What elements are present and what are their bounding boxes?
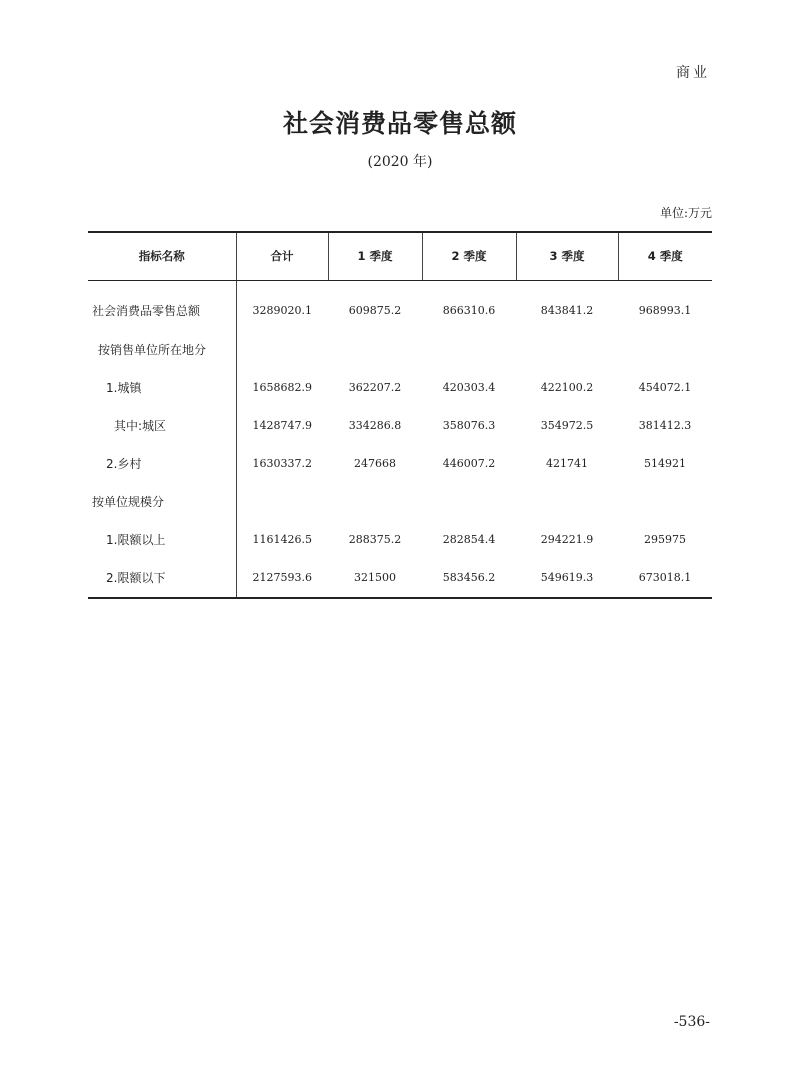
cell-q1 (328, 331, 422, 369)
cell-q1: 334286.8 (348, 419, 402, 432)
cell-total: 3289020.1 (252, 304, 312, 317)
row-name: 按单位规模分 (88, 483, 236, 521)
cell-q1 (328, 483, 422, 521)
row-name: 2.限额以下 (88, 559, 236, 598)
table-row (88, 559, 712, 598)
cell-q1: 247668 (354, 457, 396, 470)
column-header-name: 指标名称 (88, 232, 236, 280)
unit-label: 单位:万元 (659, 206, 712, 220)
cell-q4 (618, 331, 712, 369)
cell-total (236, 331, 328, 369)
table-row (88, 407, 712, 445)
cell-q3: 421741 (546, 457, 588, 470)
table-row (88, 369, 712, 407)
column-header-q3: 3 季度 (516, 232, 618, 280)
cell-q2 (422, 331, 516, 369)
cell-q1: 609875.2 (348, 304, 402, 317)
cell-q1: 362207.2 (348, 381, 402, 394)
cell-q3: 354972.5 (540, 419, 594, 432)
cell-q3: 422100.2 (540, 381, 594, 394)
table-row (88, 521, 712, 559)
column-header-total: 合计 (236, 232, 328, 280)
cell-q3 (516, 483, 618, 521)
cell-total: 2127593.6 (236, 559, 328, 598)
cell-total: 1658682.9 (252, 381, 312, 394)
cell-q1: 288375.2 (348, 533, 402, 546)
table-header-row (88, 232, 712, 280)
cell-q4: 295975 (644, 533, 686, 546)
page-number: -536- (673, 1014, 710, 1030)
cell-q2: 358076.3 (442, 419, 496, 432)
cell-q4: 454072.1 (638, 381, 692, 394)
row-name: 按销售单位所在地分 (88, 331, 236, 369)
table-row (88, 331, 712, 369)
row-name: 其中:城区 (88, 407, 236, 445)
cell-q3: 549619.3 (516, 559, 618, 598)
section-label: 商业 (676, 65, 710, 81)
cell-q2: 420303.4 (442, 381, 496, 394)
cell-total: 1428747.9 (252, 419, 312, 432)
table-row (88, 280, 712, 331)
cell-q4: 514921 (644, 457, 686, 470)
cell-q4: 968993.1 (638, 304, 692, 317)
cell-total: 1630337.2 (252, 457, 312, 470)
cell-q4: 381412.3 (638, 419, 692, 432)
cell-q1: 321500 (328, 559, 422, 598)
column-header-q1: 1 季度 (328, 232, 422, 280)
cell-q2 (422, 483, 516, 521)
cell-q3: 294221.9 (540, 533, 594, 546)
row-name: 1.城镇 (88, 369, 236, 407)
cell-total (236, 483, 328, 521)
cell-q4: 673018.1 (618, 559, 712, 598)
cell-q3 (516, 331, 618, 369)
cell-q2: 446007.2 (442, 457, 496, 470)
row-name: 1.限额以上 (88, 521, 236, 559)
column-header-q2: 2 季度 (422, 232, 516, 280)
cell-q2: 583456.2 (422, 559, 516, 598)
cell-q4 (618, 483, 712, 521)
row-name: 2.乡村 (88, 445, 236, 483)
table-row (88, 483, 712, 521)
retail-sales-table (88, 231, 712, 599)
cell-q3: 843841.2 (540, 304, 594, 317)
page-title: 社会消费品零售总额 (282, 109, 517, 138)
cell-q2: 282854.4 (442, 533, 496, 546)
cell-total: 1161426.5 (252, 533, 312, 546)
column-header-q4: 4 季度 (618, 232, 712, 280)
page-subtitle: (2020 年) (367, 154, 433, 170)
row-name: 社会消费品零售总额 (88, 280, 236, 331)
table-row (88, 445, 712, 483)
cell-q2: 866310.6 (442, 304, 496, 317)
